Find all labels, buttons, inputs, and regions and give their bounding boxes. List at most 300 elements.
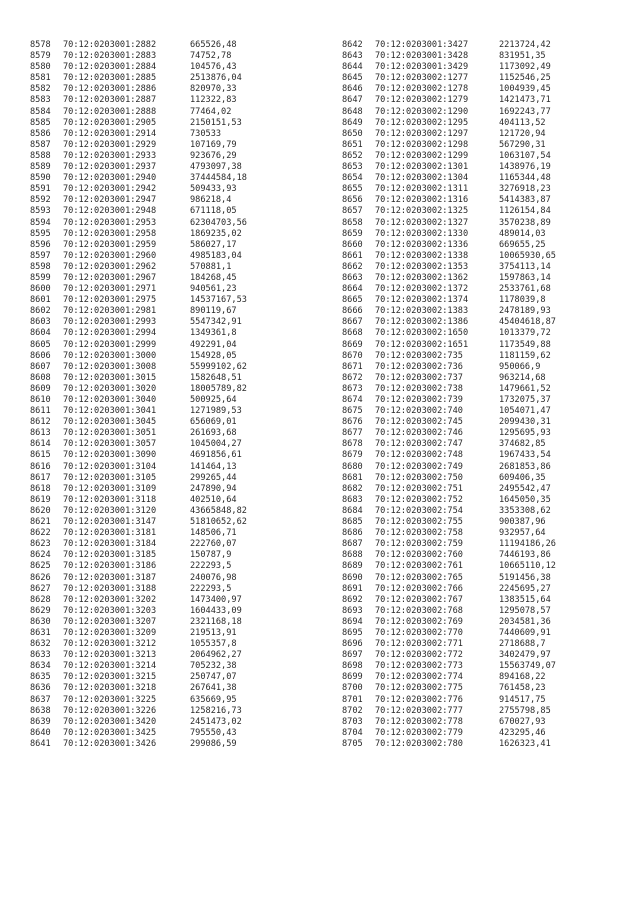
- cadastral-number: 70:12:0203002:754: [375, 505, 463, 516]
- table-row: [30, 362, 247, 373]
- cadastral-number: 70:12:0203002:759: [375, 539, 463, 550]
- row-number: 8581: [30, 73, 51, 84]
- table-row: [342, 639, 556, 650]
- table-row: [30, 262, 247, 273]
- table-row: [30, 561, 247, 572]
- row-value: 2718688,7: [499, 639, 546, 650]
- row-value: 154928,05: [190, 350, 237, 361]
- table-row: [342, 328, 556, 339]
- table-row: [342, 362, 556, 373]
- table-row: [30, 306, 247, 317]
- row-number: 8647: [342, 95, 363, 106]
- row-value: 423295,46: [499, 727, 546, 738]
- table-row: [342, 706, 556, 717]
- cadastral-number: 70:12:0203001:2948: [63, 206, 157, 217]
- row-number: 8684: [342, 505, 363, 516]
- row-value: 2533761,68: [499, 284, 551, 295]
- row-value: 669655,25: [499, 239, 546, 250]
- table-row: [342, 107, 556, 118]
- table-row: [30, 628, 247, 639]
- row-value: 509433,93: [190, 184, 237, 195]
- row-number: 8658: [342, 217, 363, 228]
- cadastral-number: 70:12:0203001:2929: [63, 139, 157, 150]
- row-number: 8644: [342, 62, 363, 73]
- cadastral-number: 70:12:0203001:3218: [63, 683, 157, 694]
- row-value: 705232,38: [190, 661, 237, 672]
- table-row: [342, 373, 556, 384]
- row-value: 2495542,47: [499, 483, 551, 494]
- table-row: [30, 40, 247, 51]
- row-number: 8649: [342, 117, 363, 128]
- cadastral-number: 70:12:0203001:3184: [63, 539, 157, 550]
- row-value: 2034581,36: [499, 616, 551, 627]
- row-value: 10665110,12: [499, 561, 556, 572]
- cadastral-number: 70:12:0203002:767: [375, 594, 463, 605]
- cadastral-number: 70:12:0203002:780: [375, 738, 463, 749]
- cadastral-number: 70:12:0203001:3213: [63, 650, 157, 661]
- table-row: [30, 695, 247, 706]
- row-number: 8689: [342, 561, 363, 572]
- row-number: 8642: [342, 40, 363, 50]
- row-value: 267641,38: [190, 683, 237, 694]
- row-number: 8602: [30, 306, 51, 317]
- row-value: 1055357,8: [190, 639, 237, 650]
- cadastral-number: 70:12:0203001:2886: [63, 84, 157, 95]
- row-number: 8662: [342, 261, 363, 272]
- row-number: 8619: [30, 494, 51, 505]
- row-value: 492291,04: [190, 339, 237, 350]
- row-number: 8578: [30, 40, 51, 50]
- table-row: [30, 340, 247, 351]
- row-number: 8628: [30, 594, 51, 605]
- row-number: 8696: [342, 639, 363, 650]
- cadastral-number: 70:12:0203002:1316: [375, 195, 469, 206]
- row-number: 8630: [30, 616, 51, 627]
- row-number: 8603: [30, 317, 51, 328]
- row-number: 8583: [30, 95, 51, 106]
- row-value: 656069,01: [190, 417, 237, 428]
- row-value: 489014,03: [499, 228, 546, 239]
- row-value: 141464,13: [190, 461, 237, 472]
- row-number: 8598: [30, 261, 51, 272]
- row-value: 665526,48: [190, 40, 237, 50]
- row-value: 900387,96: [499, 517, 546, 528]
- table-row: [342, 240, 556, 251]
- cadastral-number: 70:12:0203002:772: [375, 650, 463, 661]
- cadastral-number: 70:12:0203002:736: [375, 361, 463, 372]
- row-value: 1063107,54: [499, 150, 551, 161]
- row-value: 299265,44: [190, 472, 237, 483]
- cadastral-number: 70:12:0203001:3188: [63, 583, 157, 594]
- row-value: 635669,95: [190, 694, 237, 705]
- table-row: [30, 506, 247, 517]
- row-value: 1626323,41: [499, 738, 551, 749]
- row-value: 1295695,93: [499, 428, 551, 439]
- table-row: [30, 617, 247, 628]
- cadastral-number: 70:12:0203002:1362: [375, 272, 469, 283]
- table-row: [30, 550, 247, 561]
- cadastral-number: 70:12:0203001:2940: [63, 173, 157, 184]
- row-number: 8683: [342, 494, 363, 505]
- cadastral-number: 70:12:0203001:3207: [63, 616, 157, 627]
- cadastral-number: 70:12:0203002:739: [375, 395, 463, 405]
- cadastral-number: 70:12:0203002:752: [375, 494, 463, 505]
- left-column: [30, 40, 247, 750]
- row-value: 3276918,23: [499, 184, 551, 195]
- row-value: 1126154,84: [499, 206, 551, 217]
- table-row: [30, 462, 247, 473]
- table-row: [30, 229, 247, 240]
- row-number: 8611: [30, 406, 51, 417]
- row-number: 8633: [30, 650, 51, 661]
- cadastral-number: 70:12:0203001:2994: [63, 328, 157, 339]
- table-row: [342, 561, 556, 572]
- row-value: 1045004,27: [190, 439, 242, 450]
- table-row: [30, 195, 247, 206]
- row-number: 8626: [30, 572, 51, 583]
- row-value: 2213724,42: [499, 40, 551, 50]
- cadastral-number: 70:12:0203001:3420: [63, 716, 157, 727]
- row-value: 1173549,88: [499, 339, 551, 350]
- row-value: 1421473,71: [499, 95, 551, 106]
- row-value: 222293,5: [190, 583, 232, 594]
- table-row: [30, 728, 247, 739]
- row-value: 1597863,14: [499, 272, 551, 283]
- row-value: 261693,68: [190, 428, 237, 439]
- table-row: [342, 606, 556, 617]
- row-number: 8674: [342, 395, 363, 405]
- cadastral-number: 70:12:0203001:2962: [63, 261, 157, 272]
- cadastral-number: 70:12:0203002:775: [375, 683, 463, 694]
- cadastral-number: 70:12:0203001:2914: [63, 128, 157, 139]
- row-value: 1383515,64: [499, 594, 551, 605]
- row-number: 8667: [342, 317, 363, 328]
- cadastral-number: 70:12:0203001:3041: [63, 406, 157, 417]
- row-number: 8607: [30, 361, 51, 372]
- cadastral-number: 70:12:0203001:2971: [63, 284, 157, 295]
- table-row: [342, 151, 556, 162]
- cadastral-number: 70:12:0203002:766: [375, 583, 463, 594]
- row-number: 8608: [30, 372, 51, 383]
- table-row: [30, 495, 247, 506]
- row-value: 1178039,8: [499, 295, 546, 306]
- table-row: [342, 229, 556, 240]
- cadastral-number: 70:12:0203002:760: [375, 550, 463, 561]
- table-row: [342, 484, 556, 495]
- row-value: 5547342,91: [190, 317, 242, 328]
- row-number: 8588: [30, 150, 51, 161]
- row-value: 1349361,8: [190, 328, 237, 339]
- row-value: 112322,83: [190, 95, 237, 106]
- row-number: 8638: [30, 705, 51, 716]
- row-value: 77464,02: [190, 106, 232, 117]
- cadastral-number: 70:12:0203002:755: [375, 517, 463, 528]
- cadastral-number: 70:12:0203002:737: [375, 372, 463, 383]
- row-number: 8582: [30, 84, 51, 95]
- table-row: [30, 107, 247, 118]
- table-row: [30, 129, 247, 140]
- row-number: 8698: [342, 661, 363, 672]
- row-number: 8650: [342, 128, 363, 139]
- row-number: 8601: [30, 295, 51, 306]
- cadastral-number: 70:12:0203002:776: [375, 694, 463, 705]
- row-value: 2478189,93: [499, 306, 551, 317]
- row-number: 8599: [30, 272, 51, 283]
- row-number: 8624: [30, 550, 51, 561]
- row-number: 8615: [30, 450, 51, 461]
- cadastral-number: 70:12:0203002:1311: [375, 184, 469, 195]
- row-value: 7440609,91: [499, 627, 551, 638]
- table-row: [342, 406, 556, 417]
- cadastral-number: 70:12:0203001:3186: [63, 561, 157, 572]
- row-number: 8637: [30, 694, 51, 705]
- row-value: 586027,17: [190, 239, 237, 250]
- row-number: 8584: [30, 106, 51, 117]
- cadastral-number: 70:12:0203001:3147: [63, 517, 157, 528]
- table-row: [30, 51, 247, 62]
- row-value: 43665848,82: [190, 505, 247, 516]
- cadastral-number: 70:12:0203001:3040: [63, 395, 157, 405]
- row-number: 8669: [342, 339, 363, 350]
- table-row: [342, 40, 556, 51]
- row-value: 107169,79: [190, 139, 237, 150]
- row-value: 1173092,49: [499, 62, 551, 73]
- row-number: 8634: [30, 661, 51, 672]
- cadastral-number: 70:12:0203002:750: [375, 472, 463, 483]
- row-number: 8672: [342, 372, 363, 383]
- cadastral-number: 70:12:0203001:3057: [63, 439, 157, 450]
- cadastral-number: 70:12:0203002:751: [375, 483, 463, 494]
- row-value: 222293,5: [190, 561, 232, 572]
- row-value: 11194186,26: [499, 539, 556, 550]
- table-row: [342, 218, 556, 229]
- row-value: 1479661,52: [499, 383, 551, 394]
- row-value: 986218,4: [190, 195, 232, 206]
- row-number: 8591: [30, 184, 51, 195]
- table-row: [342, 195, 556, 206]
- cadastral-number: 70:12:0203002:773: [375, 661, 463, 672]
- row-value: 74752,78: [190, 51, 232, 62]
- table-row: [342, 351, 556, 362]
- row-value: 4691856,61: [190, 450, 242, 461]
- cadastral-number: 70:12:0203002:1278: [375, 84, 469, 95]
- row-value: 37444584,18: [190, 173, 247, 184]
- cadastral-number: 70:12:0203002:738: [375, 383, 463, 394]
- table-row: [342, 728, 556, 739]
- cadastral-number: 70:12:0203002:1651: [375, 339, 469, 350]
- table-row: [342, 295, 556, 306]
- cadastral-number: 70:12:0203002:1327: [375, 217, 469, 228]
- cadastral-number: 70:12:0203001:3215: [63, 672, 157, 683]
- table-row: [30, 273, 247, 284]
- row-value: 150787,9: [190, 550, 232, 561]
- cadastral-number: 70:12:0203001:3109: [63, 483, 157, 494]
- row-number: 8660: [342, 239, 363, 250]
- row-number: 8668: [342, 328, 363, 339]
- cadastral-number: 70:12:0203002:1299: [375, 150, 469, 161]
- row-value: 914517,75: [499, 694, 546, 705]
- row-number: 8656: [342, 195, 363, 206]
- row-value: 950066,9: [499, 361, 541, 372]
- table-row: [30, 62, 247, 73]
- table-row: [30, 573, 247, 584]
- table-row: [30, 251, 247, 262]
- row-number: 8651: [342, 139, 363, 150]
- row-number: 8579: [30, 51, 51, 62]
- table-row: [342, 584, 556, 595]
- row-value: 1604433,09: [190, 605, 242, 616]
- table-row: [342, 462, 556, 473]
- row-value: 299086,59: [190, 738, 237, 749]
- row-number: 8610: [30, 395, 51, 405]
- row-number: 8676: [342, 417, 363, 428]
- cadastral-number: 70:12:0203001:2885: [63, 73, 157, 84]
- table-row: [30, 639, 247, 650]
- cadastral-number: 70:12:0203001:3000: [63, 350, 157, 361]
- row-number: 8705: [342, 738, 363, 749]
- row-value: 500925,64: [190, 395, 237, 405]
- row-number: 8635: [30, 672, 51, 683]
- cadastral-number: 70:12:0203002:765: [375, 572, 463, 583]
- row-number: 8688: [342, 550, 363, 561]
- row-number: 8593: [30, 206, 51, 217]
- row-number: 8589: [30, 162, 51, 173]
- row-number: 8695: [342, 627, 363, 638]
- row-value: 14537167,53: [190, 295, 247, 306]
- row-value: 609406,35: [499, 472, 546, 483]
- table-row: [342, 506, 556, 517]
- cadastral-number: 70:12:0203001:3202: [63, 594, 157, 605]
- cadastral-number: 70:12:0203001:2953: [63, 217, 157, 228]
- cadastral-number: 70:12:0203001:3427: [375, 40, 469, 50]
- row-number: 8617: [30, 472, 51, 483]
- row-number: 8631: [30, 627, 51, 638]
- row-value: 62304703,56: [190, 217, 247, 228]
- table-row: [30, 473, 247, 484]
- table-row: [30, 295, 247, 306]
- table-row: [342, 384, 556, 395]
- row-value: 761458,23: [499, 683, 546, 694]
- row-number: 8661: [342, 250, 363, 261]
- table-row: [30, 528, 247, 539]
- table-row: [30, 650, 247, 661]
- cadastral-number: 70:12:0203001:2882: [63, 40, 157, 50]
- cadastral-number: 70:12:0203001:3045: [63, 417, 157, 428]
- table-row: [342, 739, 556, 750]
- row-value: 7446193,86: [499, 550, 551, 561]
- row-value: 3402479,97: [499, 650, 551, 661]
- row-value: 570881,1: [190, 261, 232, 272]
- row-value: 1258216,73: [190, 705, 242, 716]
- row-value: 1967433,54: [499, 450, 551, 461]
- table-row: [30, 84, 247, 95]
- table-row: [342, 661, 556, 672]
- cadastral-number: 70:12:0203001:3425: [63, 727, 157, 738]
- row-value: 1152546,25: [499, 73, 551, 84]
- cadastral-number: 70:12:0203001:3090: [63, 450, 157, 461]
- row-number: 8585: [30, 117, 51, 128]
- row-value: 222760,07: [190, 539, 237, 550]
- row-value: 730533: [190, 128, 222, 139]
- row-number: 8699: [342, 672, 363, 683]
- table-row: [342, 717, 556, 728]
- row-value: 1692243,77: [499, 106, 551, 117]
- row-number: 8618: [30, 483, 51, 494]
- cadastral-number: 70:12:0203001:2958: [63, 228, 157, 239]
- table-row: [30, 484, 247, 495]
- row-value: 1295078,57: [499, 605, 551, 616]
- cadastral-number: 70:12:0203001:2999: [63, 339, 157, 350]
- cadastral-number: 70:12:0203001:3225: [63, 694, 157, 705]
- cadastral-number: 70:12:0203001:2960: [63, 250, 157, 261]
- row-number: 8671: [342, 361, 363, 372]
- row-value: 923676,29: [190, 150, 237, 161]
- cadastral-number: 70:12:0203001:2967: [63, 272, 157, 283]
- table-row: [30, 317, 247, 328]
- table-row: [30, 717, 247, 728]
- table-row: [342, 173, 556, 184]
- cadastral-number: 70:12:0203001:2981: [63, 306, 157, 317]
- table-row: [30, 162, 247, 173]
- table-row: [342, 284, 556, 295]
- row-number: 8627: [30, 583, 51, 594]
- row-value: 18005789,82: [190, 383, 247, 394]
- row-number: 8686: [342, 528, 363, 539]
- table-row: [30, 406, 247, 417]
- row-value: 1438976,19: [499, 162, 551, 173]
- row-number: 8657: [342, 206, 363, 217]
- cadastral-number: 70:12:0203002:1338: [375, 250, 469, 261]
- row-value: 250747,07: [190, 672, 237, 683]
- row-value: 15563749,07: [499, 661, 556, 672]
- row-value: 55999102,62: [190, 361, 247, 372]
- row-number: 8702: [342, 705, 363, 716]
- cadastral-number: 70:12:0203001:2947: [63, 195, 157, 206]
- table-row: [342, 62, 556, 73]
- cadastral-number: 70:12:0203002:1304: [375, 173, 469, 184]
- table-row: [30, 739, 247, 750]
- table-row: [342, 395, 556, 406]
- row-value: 820970,33: [190, 84, 237, 95]
- cadastral-number: 70:12:0203002:777: [375, 705, 463, 716]
- table-row: [342, 495, 556, 506]
- row-number: 8616: [30, 461, 51, 472]
- row-number: 8670: [342, 350, 363, 361]
- row-number: 8701: [342, 694, 363, 705]
- cadastral-number: 70:12:0203001:3015: [63, 372, 157, 383]
- cadastral-number: 70:12:0203001:3104: [63, 461, 157, 472]
- row-number: 8700: [342, 683, 363, 694]
- row-number: 8654: [342, 173, 363, 184]
- table-row: [342, 428, 556, 439]
- row-number: 8606: [30, 350, 51, 361]
- row-number: 8703: [342, 716, 363, 727]
- table-row: [342, 340, 556, 351]
- row-number: 8693: [342, 605, 363, 616]
- cadastral-number: 70:12:0203001:3426: [63, 738, 157, 749]
- table-row: [342, 628, 556, 639]
- cadastral-number: 70:12:0203001:2933: [63, 150, 157, 161]
- table-row: [342, 450, 556, 461]
- row-value: 2681853,86: [499, 461, 551, 472]
- table-row: [342, 528, 556, 539]
- row-number: 8652: [342, 150, 363, 161]
- table-row: [342, 140, 556, 151]
- row-number: 8679: [342, 450, 363, 461]
- cadastral-number: 70:12:0203001:2887: [63, 95, 157, 106]
- row-number: 8673: [342, 383, 363, 394]
- row-value: 247890,94: [190, 483, 237, 494]
